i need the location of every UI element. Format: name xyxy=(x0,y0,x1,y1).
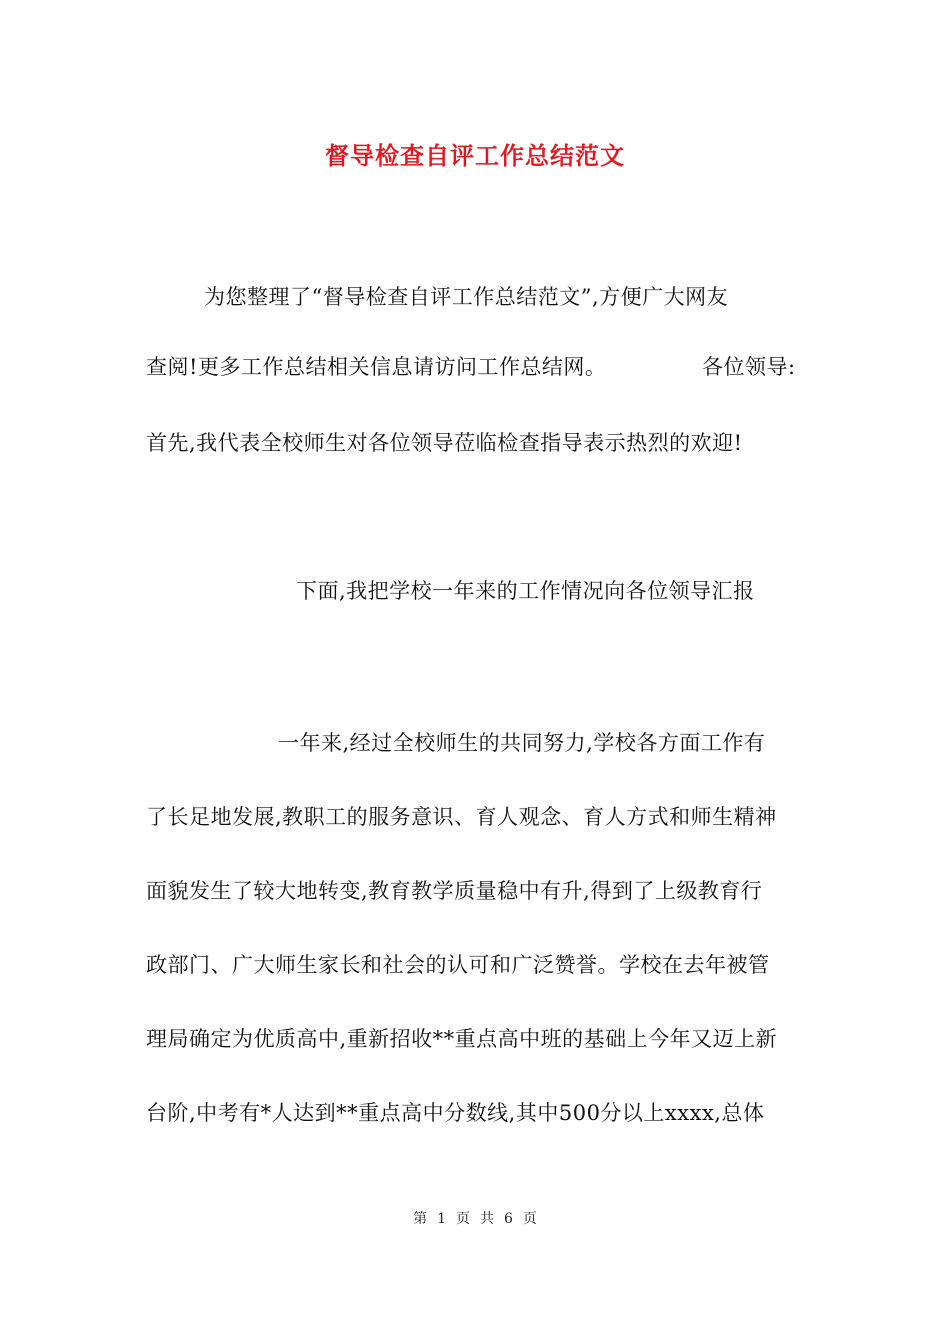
paragraph1-line3: 首先,我代表全校师生对各位领导莅临检查指导表示热烈的欢迎! xyxy=(146,431,743,455)
footer-total-pages: 6 xyxy=(504,1211,513,1227)
paragraph3-line4: 政部门、广大师生家长和社会的认可和广泛赞誉。学校在去年被管 xyxy=(146,953,770,977)
paragraph3-line2: 了长足地发展,教职工的服务意识、育人观念、育人方式和师生精神 xyxy=(146,805,777,829)
paragraph3-line3: 面貌发生了较大地转变,教育教学质量稳中有升,得到了上级教育行 xyxy=(146,879,763,903)
document-title: 督导检查自评工作总结范文 xyxy=(325,141,625,170)
paragraph1-line2a: 查阅!更多工作总结相关信息请访问工作总结网。 xyxy=(146,355,607,379)
paragraph3-line1: 一年来,经过全校师生的共同努力,学校各方面工作有 xyxy=(278,731,766,755)
paragraph3-line5: 理局确定为优质高中,重新招收**重点高中班的基础上今年又迈上新 xyxy=(146,1027,778,1051)
footer-suffix: 页 xyxy=(522,1211,537,1227)
footer-page-number: 1 xyxy=(437,1211,446,1227)
paragraph2-line1: 下面,我把学校一年来的工作情况向各位领导汇报 xyxy=(296,579,755,603)
paragraph1-line1: 为您整理了“督导检查自评工作总结范文”,方便广大网友 xyxy=(204,285,729,309)
page-footer xyxy=(0,1208,950,1228)
paragraph3-line6: 台阶,中考有*人达到**重点高中分数线,其中500分以上xxxx,总体 xyxy=(146,1101,765,1125)
footer-page-word: 页 xyxy=(456,1211,470,1227)
footer-total-word: 共 xyxy=(480,1211,494,1227)
paragraph1-line2b: 各位领导: xyxy=(702,355,796,379)
footer-prefix: 第 xyxy=(413,1211,428,1227)
